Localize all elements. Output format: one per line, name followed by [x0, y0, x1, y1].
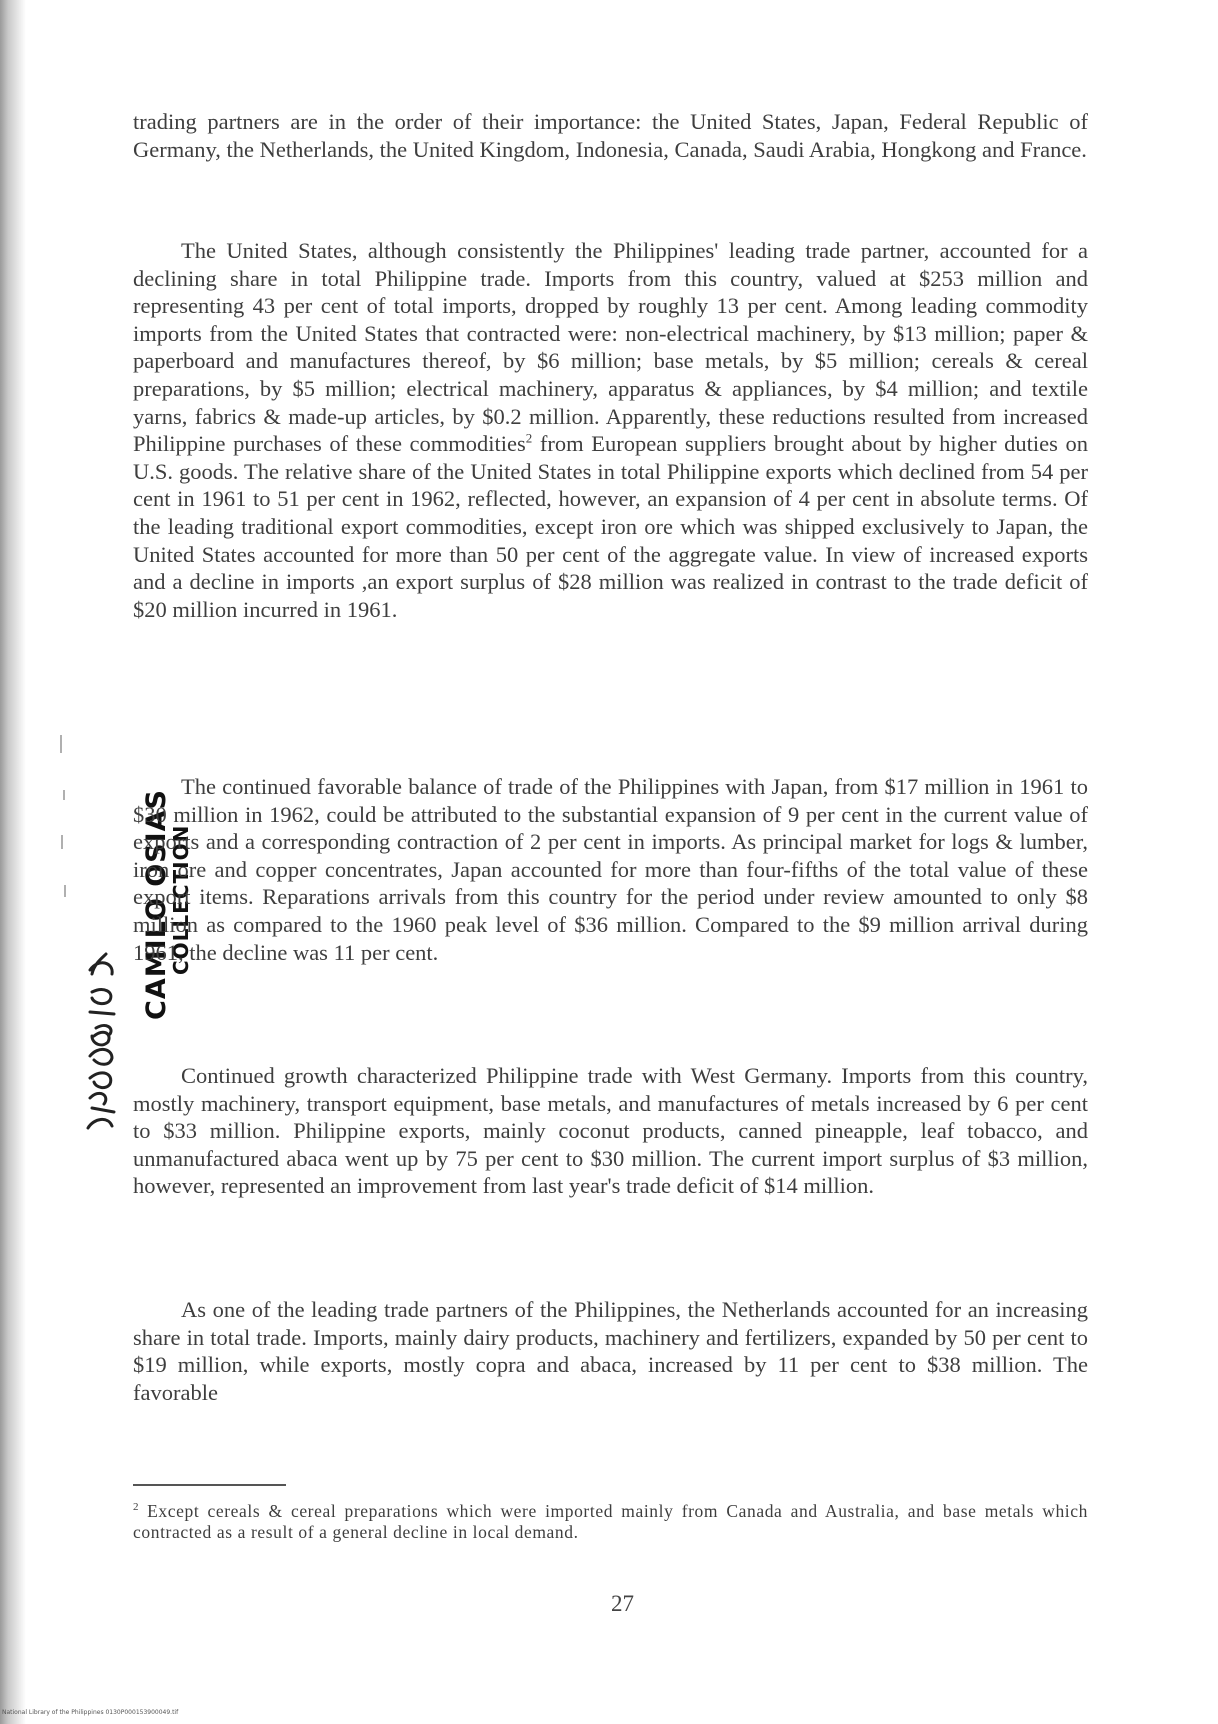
footnote-text: Except cereals & cereal preparations which were imported mainly from Canada and Australia, and base metals which contracted as a result of a general decline in local demand.	[133, 1500, 1088, 1542]
paragraph-text-part-b: from European suppliers brought about by higher duties on U.S. goods. The relative share of the United States in total Philippine exports which declined from 54 per cent in 1961 to 51 per cent in 1962, reflected, however, an expansion of 4 per cent in absolute terms. Of the leading traditional export commodities, except iron ore which was shipped exclusively to Japan, the United States accounted for more than 50 per cent of the aggregate value. In view of increased exports and a decline in imports ,an export surplus of $28 million was realized in contrast to the trade deficit of $20 million incurred in 1961.	[133, 431, 1088, 622]
footnote-mark: 2	[133, 1501, 140, 1513]
stamp-name: CAMILO OSIAS	[141, 788, 172, 1020]
scan-source-line: National Library of the Philippines 0130P000153900049.tif	[2, 1709, 179, 1716]
paragraph-netherlands	[133, 1296, 1088, 1406]
paragraph-west-germany	[133, 1062, 1088, 1200]
paragraph-text: Continued growth characterized Philippine trade with West Germany. Imports from this country, mostly machinery, transport equipment, base metals, and manufactures of metals increased by 6 per cent to $33 million. Philippine exports, mainly coconut products, canned pineapple, leaf tobacco, and unmanufactured abaca went up by 75 per cent to $30 million. The current import surplus of $3 million, however, represented an improvement from last year's trade deficit of $14 million.	[133, 1063, 1088, 1199]
footnote	[133, 1497, 1088, 1543]
footnote-reference: 2	[525, 430, 533, 446]
paragraph-text-part-a: The United States, although consistently the Philippines' leading trade partner, accounted for a declining share in total Philippine trade. Imports from this country, valued at $253 million and representing 43 per cent of total imports, dropped by roughly 13 per cent. Among leading commodity imports from the United States that contracted were: non-electrical machinery, by $13 million; paper & paperboard and manufactures thereof, by $6 million; base metals, by $5 million; cereals & cereal preparations, by $5 million; electrical machinery, apparatus & appliances, by $4 million; and textile yarns, fabrics & made-up articles, by $0.2 million. Apparently, these reductions resulted from increased Philippine purchases of these commodities	[133, 238, 1088, 457]
margin-specks	[60, 735, 70, 915]
paragraph-text	[133, 237, 1088, 623]
paragraph-united-states	[133, 237, 1088, 623]
page-number: 27	[611, 1591, 634, 1616]
footnote-divider	[133, 1484, 286, 1486]
paragraph-text: As one of the leading trade partners of the Philippines, the Netherlands accounted for an increasing share in total trade. Imports, mainly dairy products, machinery and fertilizers, expanded by 50 per cent to $19 million, while exports, mostly copra and abaca, increased by 11 per cent to $38 million. The favorable	[133, 1297, 1088, 1405]
handwritten-number-drawing	[80, 928, 120, 1138]
handwritten-catalog-number	[80, 928, 120, 1138]
scan-left-edge	[0, 0, 26, 1724]
paragraph-text: The continued favorable balance of trade of the Philippines with Japan, from $17 million in 1961 to $30 million in 1962, could be attributed to the substantial expansion of 9 per cent in the current value of exports and a corresponding contraction of 2 per cent in imports. As principal market for logs & lumber, iron ore and copper concentrates, Japan accounted for more than four-fifths of the total value of these export items. Reparations arrivals from this country for the period under review amounted to only $8 million as compared to the 1960 peak level of $36 million. Compared to the $9 million arrival during 1961, the decline was 11 per cent.	[133, 774, 1088, 965]
paragraph-text: trading partners are in the order of their importance: the United States, Japan, Federal Republic of Germany, the Netherlands, the United Kingdom, Indonesia, Canada, Saudi Arabia, Hongkong and France.	[133, 109, 1088, 162]
paragraph-trading-partners	[133, 108, 1088, 163]
stamp-collection: COLLECTION	[169, 824, 193, 975]
paragraph-japan	[133, 773, 1088, 966]
